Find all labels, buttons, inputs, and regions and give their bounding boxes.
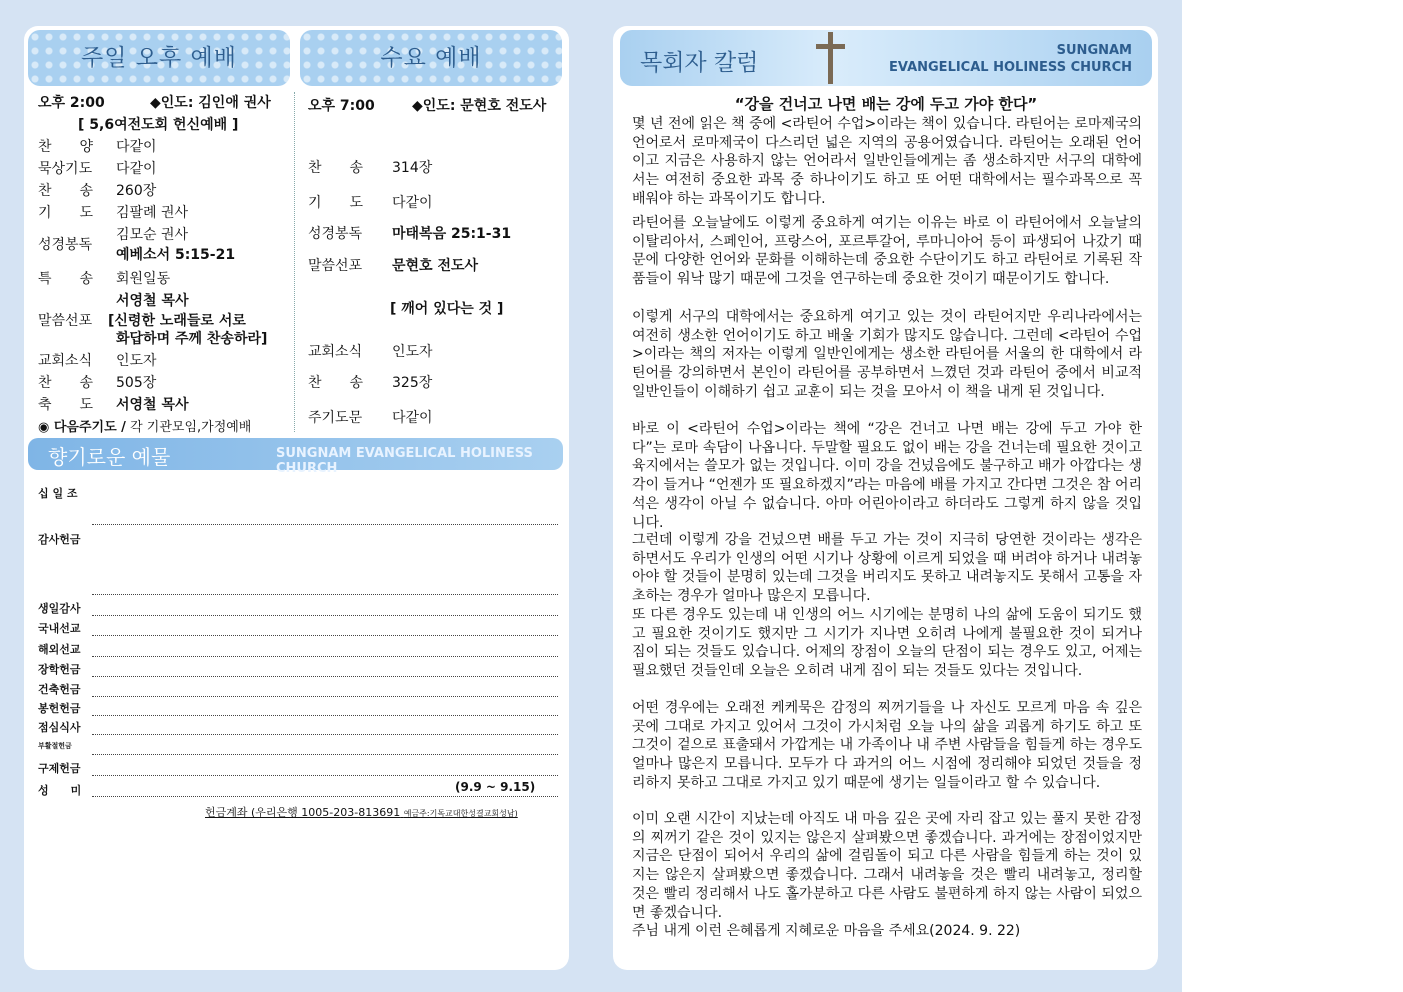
offering-item-label: 성 미 — [38, 784, 82, 797]
offering-item-label: 부활절헌금 — [38, 742, 72, 750]
sunday-item — [38, 290, 288, 350]
offering-item-label: 국내선교 — [38, 622, 81, 635]
sunday-item-value: 인도자 — [116, 353, 157, 369]
wednesday-time: 오후 7:00 — [308, 98, 375, 114]
offering-item-label: 장학헌금 — [38, 663, 81, 676]
offering-entry-line — [92, 524, 558, 525]
wednesday-item-label: 주기도문 — [308, 410, 363, 426]
sunday-item — [38, 224, 288, 268]
wednesday-service-header — [300, 30, 562, 86]
sunday-item-label: 교회소식 — [38, 353, 93, 369]
wednesday-service-order — [308, 95, 558, 435]
wednesday-item-value: 마태복음 25:1-31 — [392, 226, 512, 242]
offering-entry-line — [92, 635, 558, 636]
offering-item-label: 봉헌헌금 — [38, 702, 81, 715]
offering-entry-line — [92, 696, 558, 697]
offering-item-label: 감사헌금 — [38, 533, 81, 546]
sunday-item-value: 김팔례 권사 — [116, 205, 189, 221]
sunday-leader: ◆인도: 김인애 권사 — [150, 95, 271, 111]
offering-period: (9.9 ~ 9.15) — [455, 780, 536, 794]
offering-item-label: 십 일 조 — [38, 487, 78, 500]
next-prayer-value: 각 기관모임,가정예배 — [130, 420, 252, 435]
offering-item-label: 건축헌금 — [38, 683, 81, 696]
wednesday-item-label: 교회소식 — [308, 344, 363, 360]
sunday-item-value: 회원일동 — [116, 271, 171, 287]
offering-entry-line — [92, 734, 558, 735]
column-paragraph: 또 다른 경우도 있는데 내 인생의 어느 시기에는 분명히 나의 삶에 도움이 되기도 했고 필요한 것이기도 했지만 그 시기가 지나면 오히려 나에게 불필요한 것이 되거나 짐이 되는 것들도 있습니다. 어제의 장점이 오늘의 단점이 되는 경우도 있고, 어제는 필요했던 것들인데 오늘은 오히려 내게 짐이 되는 것들도 있다는 것입니다. — [632, 607, 1142, 680]
cross-icon — [828, 32, 833, 84]
offering-entry-line — [92, 715, 558, 716]
sunday-service-header — [28, 30, 290, 86]
column-closing-prayer: 주님 내게 이런 은혜롭게 지혜로운 마음을 주세요(2024. 9. 22) — [632, 923, 1021, 939]
sunday-item-label: 찬 송 — [38, 183, 94, 199]
sunday-item-value: 다같이 — [116, 139, 157, 155]
sunday-item-value: 505장 — [116, 375, 157, 391]
sunday-item-value-detail: 예베소서 5:15-21 — [116, 247, 236, 263]
sunday-item-value: 서영철 목사 — [116, 397, 189, 413]
wednesday-item-value: 325장 — [392, 375, 433, 391]
column-divider — [294, 92, 295, 432]
column-paragraph: 이미 오랜 시간이 지났는데 아직도 내 마음 깊은 곳에 자리 잡고 있는 풀지 못한 감정의 찌꺼기 같은 것이 있지는 않은지 살펴봤으면 좋겠습니다. 과거에는 장점이었지만 지금은 단점이 되어서 우리의 삶에 걸림돌이 되고 다른 사람을 힘들게 하는 것이 있지는 않은지 살펴봤으면 좋겠습니다. 그래서 내려놓을 것은 빨리 내려놓고, 정리할 것은 빨리 정리해서 나도 홀가분하고 다른 사람도 불편하게 하지 않는 사람이 되었으면 좋겠습니다. — [632, 811, 1142, 921]
column-paragraph: 어떤 경우에는 오래전 케케묵은 감정의 찌꺼기들을 나 자신도 모르게 마음 속 깊은 곳에 그대로 가지고 있어서 그것이 가시처럼 오늘 나의 삶을 괴롭게 하기도 하고 또 그것이 겉으로 표출돼서 가깝게는 내 가족이나 내 주변 사람들을 힘들게 하는 경우도 얼마나 많은지 모릅니다. 모두가 다 과거의 어느 시점에 정리해야 되었던 것들을 정리하지 못하고 그대로 가지고 있기 때문에 생기는 일들이라고 할 수 있습니다. — [632, 700, 1142, 791]
wednesday-item-value: 314장 — [392, 160, 433, 176]
wednesday-item-value: 문현호 전도사 — [392, 258, 479, 274]
column-paragraph: 라틴어를 오늘날에도 이렇게 중요하게 여기는 이유는 바로 이 라틴어에서 오늘날의 이탈리아서, 스페인어, 프랑스어, 포르투갈어, 루마니아어 등이 파생되어 나갔기 때문에 다양한 언어와 문화를 이해하는데 중요한 수단이기도 하고 라틴어로 기록된 작품들이 워낙 많기 때문에 그것을 연구하는데 중요한 것이기 때문이기도 합니다. — [632, 215, 1142, 288]
offering-entry-line — [92, 754, 558, 755]
wednesday-item-value: 다같이 — [392, 410, 433, 426]
church-name-line1: SUNGNAM — [1056, 43, 1132, 58]
sunday-item-label: 축 도 — [38, 397, 94, 413]
offering-entry-line — [92, 775, 558, 776]
pastor-column-header — [620, 30, 1152, 86]
offering-item-label: 생일감사 — [38, 602, 81, 615]
wednesday-item-label: 기 도 — [308, 195, 364, 211]
column-paragraph: 바로 이 <라틴어 수업>이라는 책에 “강은 건너고 나면 배는 강에 두고 가야 한다”는 로마 속담이 나옵니다. 두말할 필요도 없이 배는 강을 건너는데 필요한 것이고 육지에서는 쓸모가 없는 것입니다. 이미 강을 건넜음에도 불구하고 배가 아깝다는 생각이 들거나 “언젠가 또 필요하겠지”라는 마음에 배를 가지고 간다면 그것은 참 어리석은 생각이 아닐 수 없습니다. 아마 어린아이라고 하더라도 그렇게 하지 않을 것입니다. — [632, 421, 1142, 531]
cross-icon-bar — [816, 44, 845, 49]
sunday-service-order — [38, 92, 288, 437]
sunday-time: 오후 2:00 — [38, 95, 105, 111]
wednesday-leader: ◆인도: 문현호 전도사 — [412, 98, 547, 114]
column-paragraph: 그런데 이렇게 강을 건넜으면 배를 두고 가는 것이 지극히 당연한 것이라는 생각은 하면서도 우리가 인생의 어떤 시기나 상황에 이르게 되었을 때 버려야 하거나 내려놓아야 할 것들이 분명히 있는데 그것을 버리지도 못하고 내려놓지도 못해서 고통을 자초하는 경우가 얼마나 많은지 모릅니다. — [632, 532, 1142, 605]
offering-church-name: SUNGNAM EVANGELICAL HOLINESS CHURCH — [276, 446, 533, 476]
bank-account — [205, 804, 518, 820]
sunday-item-label: 묵상기도 — [38, 161, 93, 177]
offering-title: 향기로운 예물 — [48, 445, 171, 469]
wednesday-service-title: 수요 예배 — [380, 45, 482, 71]
column-paragraph: 이렇게 서구의 대학에서는 중요하게 여기고 있는 것이 라틴어지만 우리나라에서는 여전히 생소한 언어이기도 하고 배울 기회가 많지도 않습니다. 그런데 <라틴어 수업>이라는 책의 저자는 이렇게 일반인에게는 생소한 라틴어를 서울의 한 대학에서 라틴어를 강의하면서 본인이 라틴어를 공부하면서 느꼈던 것과 라틴어 중에서 비교적 일반인들이 이해하기 쉽고 교훈이 되는 것을 모아서 이 책을 내게 된 것입니다. — [632, 309, 1142, 400]
sunday-preacher: 서영철 목사 — [116, 293, 189, 309]
sunday-item-value: 다같이 — [116, 161, 157, 177]
bank-account-holder: 예금주:기독교대한성결교회성남) — [403, 809, 518, 818]
wednesday-sermon-title: [ 깨어 있다는 것 ] — [390, 301, 504, 317]
wednesday-item-label: 찬 송 — [308, 375, 364, 391]
wednesday-item-label: 찬 송 — [308, 160, 364, 176]
offering-entry-line — [92, 615, 558, 616]
column-paragraph: 몇 년 전에 읽은 책 중에 <라틴어 수업>이라는 책이 있습니다. 라틴어는 로마제국의 언어로서 로마제국이 다스리던 넓은 지역의 공용어였습니다. 라틴어는 오래된 언어이고 지금은 사용하지 않는 언어라서 일반인들에게는 좀 생소하지만 서구의 대학에서는 여전히 중요한 과목 중 하나이기도 하고 또 어떤 대학에서는 필수과목으로 꼭 배워야 하는 과목이기도 합니다. — [632, 116, 1142, 207]
sermon-title-line1: [신령한 노래들로 서로 — [108, 313, 246, 329]
sunday-item-label: 성경봉독 — [38, 237, 93, 253]
sunday-item-value: 260장 — [116, 183, 157, 199]
wednesday-item-value: 인도자 — [392, 344, 433, 360]
offering-item-label: 점심식사 — [38, 721, 81, 734]
offering-header — [28, 438, 563, 476]
wednesday-item-value: 다같이 — [392, 195, 433, 211]
sermon-title-line2: 화답하며 주께 찬송하라] — [116, 331, 268, 347]
church-name-line2: EVANGELICAL HOLINESS CHURCH — [889, 60, 1132, 75]
offering-entry-line — [92, 594, 558, 595]
church-name-english — [889, 42, 1132, 76]
sunday-subtitle: [ 5,6여전도회 헌신예배 ] — [78, 117, 239, 133]
wednesday-item-label: 성경봉독 — [308, 226, 363, 242]
next-prayer-label: ◉ 다음주기도 / — [38, 420, 126, 435]
bank-account-number: 헌금계좌 (우리은행 1005-203-813691 — [205, 806, 401, 819]
offering-entry-line — [92, 796, 558, 797]
offering-item-label: 구제헌금 — [38, 762, 81, 775]
offering-entry-line — [92, 676, 558, 677]
offering-item-label: 해외선교 — [38, 643, 81, 656]
wednesday-item-label: 말씀선포 — [308, 258, 363, 274]
sunday-service-title: 주일 오후 예배 — [81, 45, 237, 71]
sunday-item-label: 말씀선포 — [38, 313, 93, 329]
column-title: “강을 건너고 나면 배는 강에 두고 가야 한다” — [734, 95, 1038, 113]
sunday-item-label: 특 송 — [38, 271, 94, 287]
offering-entry-line — [92, 656, 558, 657]
next-prayer — [38, 416, 251, 435]
sunday-item-value: 김모순 권사 — [116, 227, 189, 243]
sunday-item-label: 찬 양 — [38, 139, 94, 155]
sunday-item-label: 찬 송 — [38, 375, 94, 391]
pastor-column-title: 목회자 칼럼 — [640, 50, 759, 76]
sunday-item-label: 기 도 — [38, 205, 94, 221]
